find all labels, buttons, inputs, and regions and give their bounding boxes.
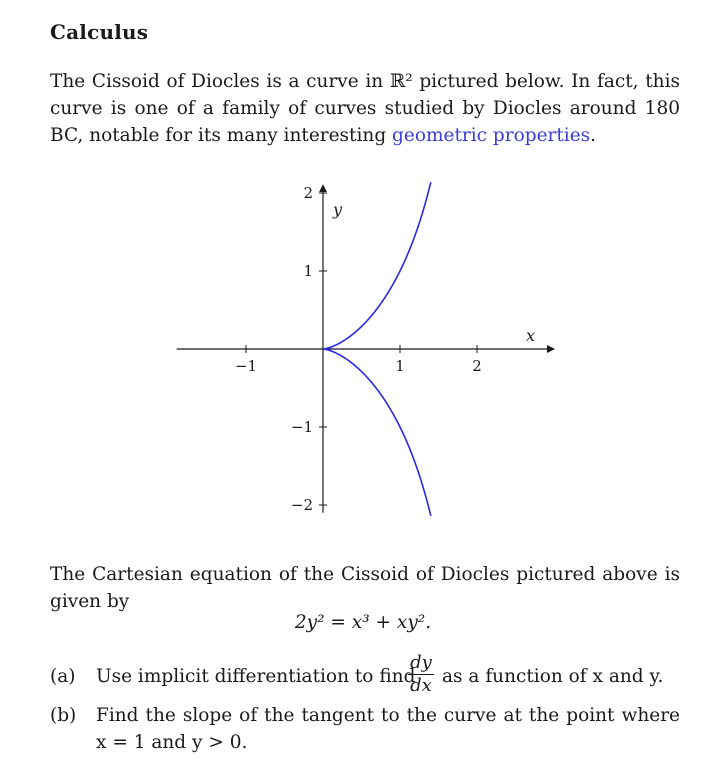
r2-symbol: ℝ²	[389, 71, 413, 92]
cartesian-equation: 2y² = x³ + xy².	[294, 612, 432, 633]
dy-dx-fraction	[408, 652, 434, 697]
fraction-denominator: dx	[410, 675, 432, 696]
intro-text-1: The Cissoid of Diocles is a curve in	[50, 71, 390, 92]
section-title: Calculus	[50, 20, 149, 44]
y-tick-label: −1	[290, 418, 313, 436]
part-a-text-before: Use implicit differentiation to find	[96, 666, 416, 687]
x-axis-label: x	[526, 326, 536, 345]
y-tick-label: 1	[303, 262, 313, 280]
part-a-label: (a)	[50, 666, 76, 687]
x-tick-label: 2	[472, 357, 482, 375]
equation-description: The Cartesian equation of the Cissoid of Diocles pictured above is given by	[50, 564, 680, 612]
intro-end: .	[590, 125, 597, 146]
y-tick-label: −2	[290, 496, 313, 514]
y-tick-label: 2	[303, 184, 313, 202]
x-tick-label: −1	[234, 357, 258, 375]
question-part-a	[50, 652, 680, 696]
part-a-text-after: as a function of x and y.	[442, 666, 664, 687]
y-axis-label: y	[333, 200, 343, 220]
intro-paragraph	[50, 68, 680, 149]
geometric-properties-link[interactable]: geometric properties	[392, 125, 591, 146]
part-b-text: Find the slope of the tangent to the curve at the point where x = 1 and y > 0.	[96, 705, 680, 753]
part-b-label: (b)	[50, 705, 77, 726]
cissoid-plot	[170, 180, 560, 520]
x-tick-label: 1	[395, 357, 405, 375]
curve-lower-branch	[323, 349, 431, 516]
fraction-numerator: dy	[408, 652, 434, 675]
intro-text-2: pictured below. In fact, this curve is one of a family of curves studied by Diocles around 180 BC, notable for its many interesting	[50, 71, 680, 146]
